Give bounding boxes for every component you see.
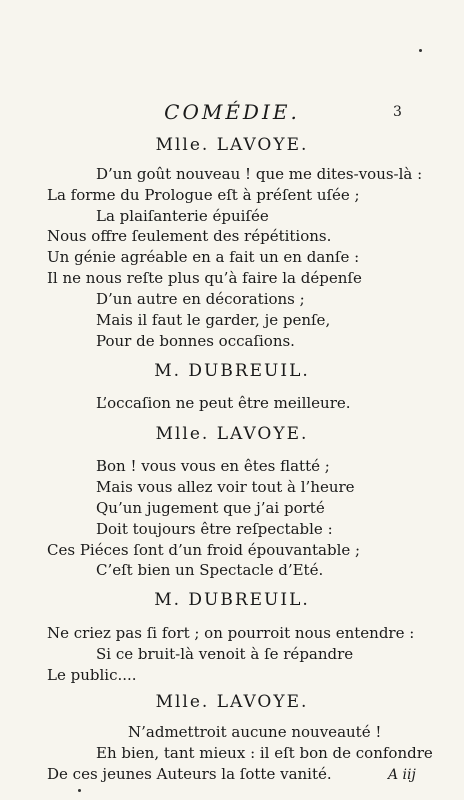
verse-line: N’admettroit aucune nouveauté ! <box>128 723 382 741</box>
speaker-name: Mlle. LAVOYE. <box>155 424 309 444</box>
ink-speck <box>419 49 422 52</box>
verse-line: Eh bien, tant mieux : il eſt bon de confondre <box>96 744 433 762</box>
verse-line: Qu’un jugement que j’ai porté <box>96 499 325 517</box>
verse-line: Un génie agréable en a fait un en danſe : <box>47 248 360 266</box>
verse-line: Bon ! vous vous en êtes flatté ; <box>96 457 330 475</box>
verse-line: Pour de bonnes occaſions. <box>96 332 295 350</box>
verse-line: Ne criez pas ſi fort ; on pourroit nous entendre : <box>47 624 415 642</box>
verse-line: Nous offre ſeulement des répétitions. <box>47 227 332 245</box>
verse-line: L’occaſion ne peut être meilleure. <box>96 394 351 412</box>
verse-line: La forme du Prologue eſt à préſent uſée ; <box>47 186 360 204</box>
verse-line: Mais vous allez voir tout à l’heure <box>96 478 355 496</box>
verse-line: C’eſt bien un Spectacle d’Eté. <box>96 561 324 579</box>
page-mark: 3 <box>393 104 402 120</box>
verse-line: Il ne nous reſte plus qu’à faire la dépenſe <box>47 269 362 287</box>
speaker-name: Mlle. LAVOYE. <box>155 692 309 712</box>
running-header: COMÉDIE. <box>164 100 300 124</box>
ink-speck <box>78 789 81 792</box>
speaker-name: Mlle. LAVOYE. <box>155 135 309 155</box>
verse-line: Mais il faut le garder, je penſe, <box>96 311 331 329</box>
verse-line: D’un goût nouveau ! que me dites-vous-là : <box>96 165 423 183</box>
verse-line: De ces jeunes Auteurs la ſotte vanité. <box>47 765 332 783</box>
verse-line: La plaiſanterie épuiſée <box>96 207 269 225</box>
verse-line: D’un autre en décorations ; <box>96 290 305 308</box>
verse-line: Le public.... <box>47 666 137 684</box>
verse-line: Ces Piéces ſont d’un froid épouvantable ; <box>47 541 361 559</box>
verse-line: Doit toujours être reſpectable : <box>96 520 333 538</box>
verse-line: Si ce bruit-là venoit à ſe répandre <box>96 645 354 663</box>
speaker-name: M. DUBREUIL. <box>154 590 310 610</box>
signature-mark: A iij <box>388 767 416 783</box>
speaker-name: M. DUBREUIL. <box>154 361 310 381</box>
